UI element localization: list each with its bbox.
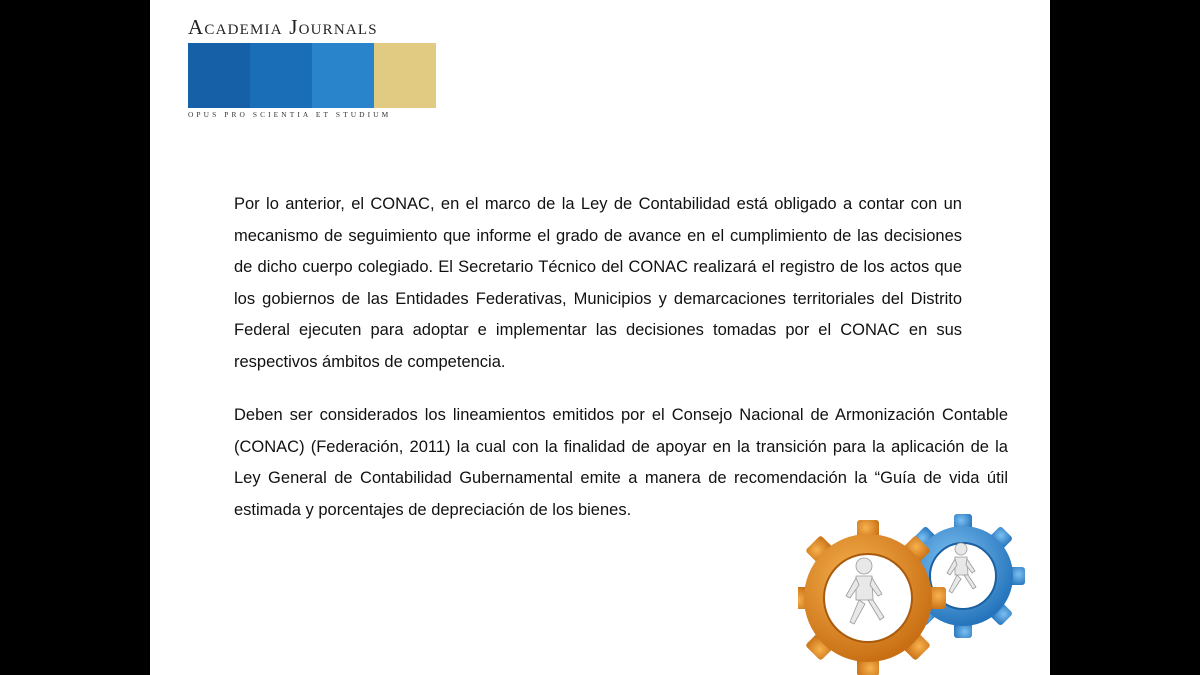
logo-title (188, 12, 436, 42)
logo-title-word-1: Academia (188, 15, 283, 39)
logo-title-word-2: Journals (289, 15, 378, 39)
gears-with-walking-figures-icon (798, 508, 1030, 675)
logo-color-bars (188, 43, 436, 108)
paragraph-1: Por lo anterior, el CONAC, en el marco de la Ley de Contabilidad está obligado a contar con un mecanismo de seguimiento que informe el grado de avance en el cumplimiento de las decisiones de dicho cuerpo colegiado. El Secretario Técnico del CONAC realizará el registro de los actos que los gobiernos de las Entidades Federativas, Municipios y demarcaciones territoriales del Distrito Federal ejecuten para adoptar e implementar las decisiones tomadas por el CONAC en sus respectivos ámbitos de competencia. (234, 195, 962, 371)
logo-bar-dark-blue (188, 43, 250, 108)
logo-bar-blue (250, 43, 312, 108)
paragraph-2: Deben ser considerados los lineamientos emitidos por el Consejo Nacional de Armonización Contable (CONAC) (Federación, 2011) la cual con la finalidad de apoyar en la transición para la aplicación de la Ley General de Contabilidad Gubernamental emite a manera de recomendación la “Guía de vida útil estimada y porcentajes de depreciación de los bienes. (234, 406, 1008, 519)
logo-bar-light-blue (312, 43, 374, 108)
logo-tagline: OPUS PRO SCIENTIA ET STUDIUM (188, 110, 392, 119)
logo-bar-gold (374, 43, 436, 108)
slide-page (150, 0, 1050, 675)
academia-journals-logo (188, 12, 436, 119)
